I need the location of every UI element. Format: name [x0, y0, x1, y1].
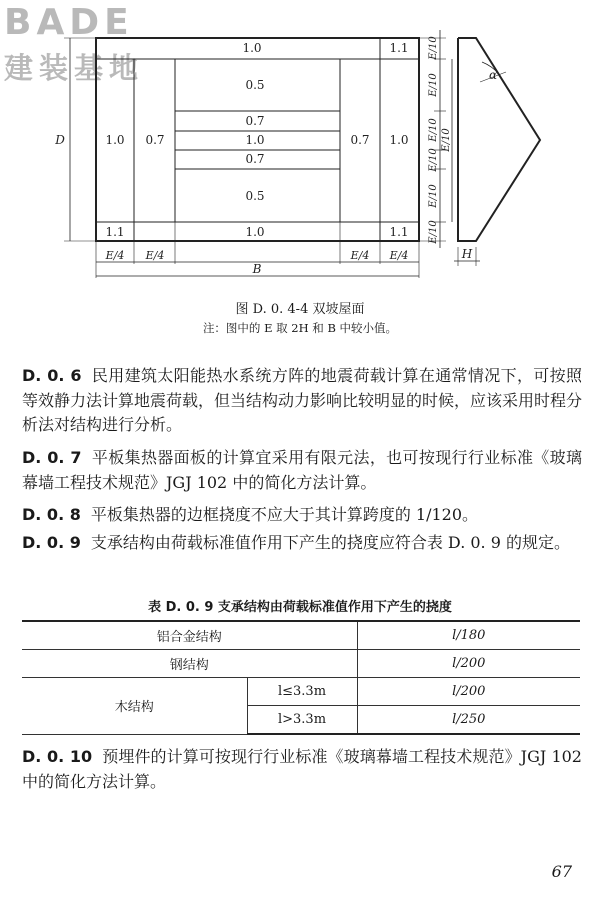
dim-h-label: H — [461, 247, 473, 261]
clause-text: 预埋件的计算可按现行行业标准《玻璃幕墙工程技术规范》JGJ 102 中的简化方法计算。 — [22, 747, 582, 791]
clause-d07 — [22, 446, 582, 495]
dim-e10-6: E/10 — [428, 220, 439, 244]
figure-caption: 图 D. 0. 4-4 双坡屋面 — [235, 302, 365, 317]
row-value-steel: l/200 — [357, 650, 580, 678]
cell-left-outer: 1.0 — [105, 133, 125, 147]
clause-d08 — [22, 503, 582, 528]
table-row — [22, 650, 580, 678]
deflection-table — [22, 620, 580, 735]
dim-e10-4: E/10 — [428, 148, 439, 172]
cell-top-center: 1.0 — [242, 41, 262, 55]
cell-row-07b: 0.7 — [245, 152, 265, 166]
dim-e10-1: E/10 — [428, 36, 439, 60]
cell-right-inner: 0.7 — [350, 133, 370, 147]
table-row — [22, 621, 580, 650]
table-title: 表 D. 0. 9 支承结构由荷载标准值作用下产生的挠度 — [148, 600, 452, 615]
dim-e10-2: E/10 — [428, 73, 439, 97]
dim-e4-3: E/4 — [350, 249, 370, 262]
watermark-subtitle: 建装基地 — [4, 51, 145, 85]
cell-row-05b: 0.5 — [245, 189, 265, 203]
dim-e4-1: E/4 — [105, 249, 125, 262]
dim-b-label: B — [252, 262, 262, 276]
roof-diagram — [0, 0, 600, 300]
cell-bottom-center: 1.0 — [245, 225, 265, 239]
table-row — [22, 678, 580, 706]
row-cond-wood-1: l≤3.3m — [247, 678, 357, 706]
cell-left-inner: 0.7 — [145, 133, 165, 147]
angle-alpha-label: α — [488, 68, 498, 82]
dim-e4-4: E/4 — [389, 249, 409, 262]
cell-bottom-left: 1.1 — [105, 225, 125, 239]
clause-text: 平板集热器的边框挠度不应大于其计算跨度的 1/120。 — [90, 505, 479, 524]
clause-code: D. 0. 6 — [22, 366, 82, 385]
cell-top-right: 1.1 — [389, 41, 409, 55]
row-label-wood: 木结构 — [22, 678, 247, 735]
dim-e4-2: E/4 — [145, 249, 165, 262]
clause-text: 平板集热器面板的计算宜采用有限元法，也可按现行行业标准《玻璃幕墙工程技术规范》JGJ 102 中的简化方法计算。 — [22, 448, 582, 492]
watermark-brand: BADE — [4, 2, 134, 43]
row-value-wood-2: l/250 — [357, 706, 580, 735]
row-label-aluminum: 铝合金结构 — [22, 621, 357, 650]
clause-code: D. 0. 7 — [22, 448, 82, 467]
cell-right-outer: 1.0 — [389, 133, 409, 147]
clause-d06 — [22, 364, 582, 438]
dim-e10-5: E/10 — [428, 184, 439, 208]
row-label-steel: 钢结构 — [22, 650, 357, 678]
cell-bottom-right: 1.1 — [389, 225, 409, 239]
clause-text: 支承结构由荷载标准值作用下产生的挠度应符合表 D. 0. 9 的规定。 — [90, 533, 570, 552]
row-value-wood-1: l/200 — [357, 678, 580, 706]
dim-e10-center: E/10 — [441, 128, 452, 152]
clause-d09 — [22, 531, 582, 556]
clause-d010 — [22, 745, 582, 794]
row-value-aluminum: l/180 — [357, 621, 580, 650]
side-view-profile — [458, 38, 540, 241]
dim-e10-3: E/10 — [428, 118, 439, 142]
cell-row-05a: 0.5 — [245, 78, 265, 92]
row-cond-wood-2: l>3.3m — [247, 706, 357, 735]
cell-row-10: 1.0 — [245, 133, 265, 147]
clause-code: D. 0. 8 — [22, 505, 81, 524]
dim-d-label: D — [55, 133, 65, 147]
cell-row-07a: 0.7 — [245, 114, 265, 128]
clause-text: 民用建筑太阳能热水系统方阵的地震荷载计算在通常情况下，可按照等效静力法计算地震荷载，但当结构动力影响比较明显的时候，应该采用时程分析法对结构进行分析。 — [22, 366, 583, 434]
page-number: 67 — [551, 862, 572, 881]
figure-note: 注：图中的 E 取 2H 和 B 中较小值。 — [202, 321, 398, 335]
clause-code: D. 0. 9 — [22, 533, 81, 552]
clause-code: D. 0. 10 — [22, 747, 93, 766]
